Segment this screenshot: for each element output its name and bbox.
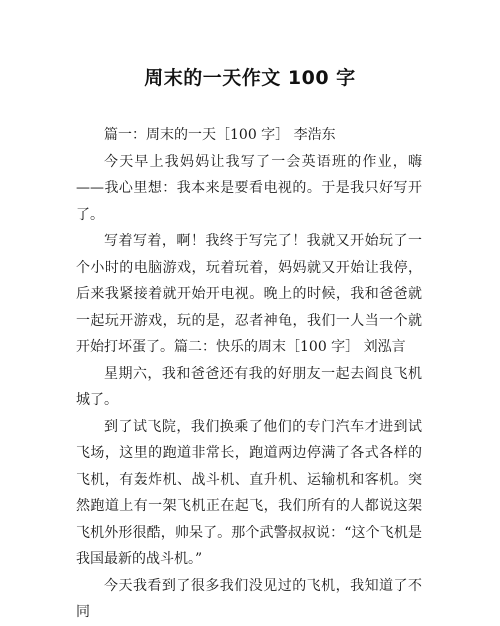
paragraph-6: 今天我看到了很多我们没见过的飞机，我知道了不同 bbox=[76, 577, 422, 620]
document-title: 周末的一天作文 100 字 bbox=[144, 67, 356, 89]
paragraph-5: 到了试飞院，我们换乘了他们的专门汽车才进到试飞场，这里的跑道非常长，跑道两边停满了各式各样的飞机，有轰炸机、战斗机、直升机、运输机和客机。突然跑道上有一架飞机正在起飞，我们所有的人都说这架飞机外形很酷，帅呆了。那个武警叔叔说：“这个飞机是我国最新的战斗机。” bbox=[76, 418, 422, 567]
paragraph-1: 篇一：周末的一天［100 字］ 李浩东 bbox=[104, 127, 336, 143]
paragraph-3: 写着写着，啊！我终于写完了！我就又开始玩了一个小时的电脑游戏，玩着玩着，妈妈就又开始让我停，后来我紧接着就开始开电视。晚上的时候，我和爸爸就一起玩开游戏，玩的是，忍者神龟，我们一人当一个就开始打坏蛋了。篇二：快乐的周末［100 字］ 刘泓言 bbox=[76, 233, 422, 355]
paragraph-4: 星期六，我和爸爸还有我的好朋友一起去阎良飞机城了。 bbox=[76, 365, 422, 408]
document-body bbox=[76, 122, 422, 626]
paragraph-2: 今天早上我妈妈让我写了一会英语班的作业，嗨——我心里想：我本来是要看电视的。于是我只好写开了。 bbox=[76, 153, 422, 223]
